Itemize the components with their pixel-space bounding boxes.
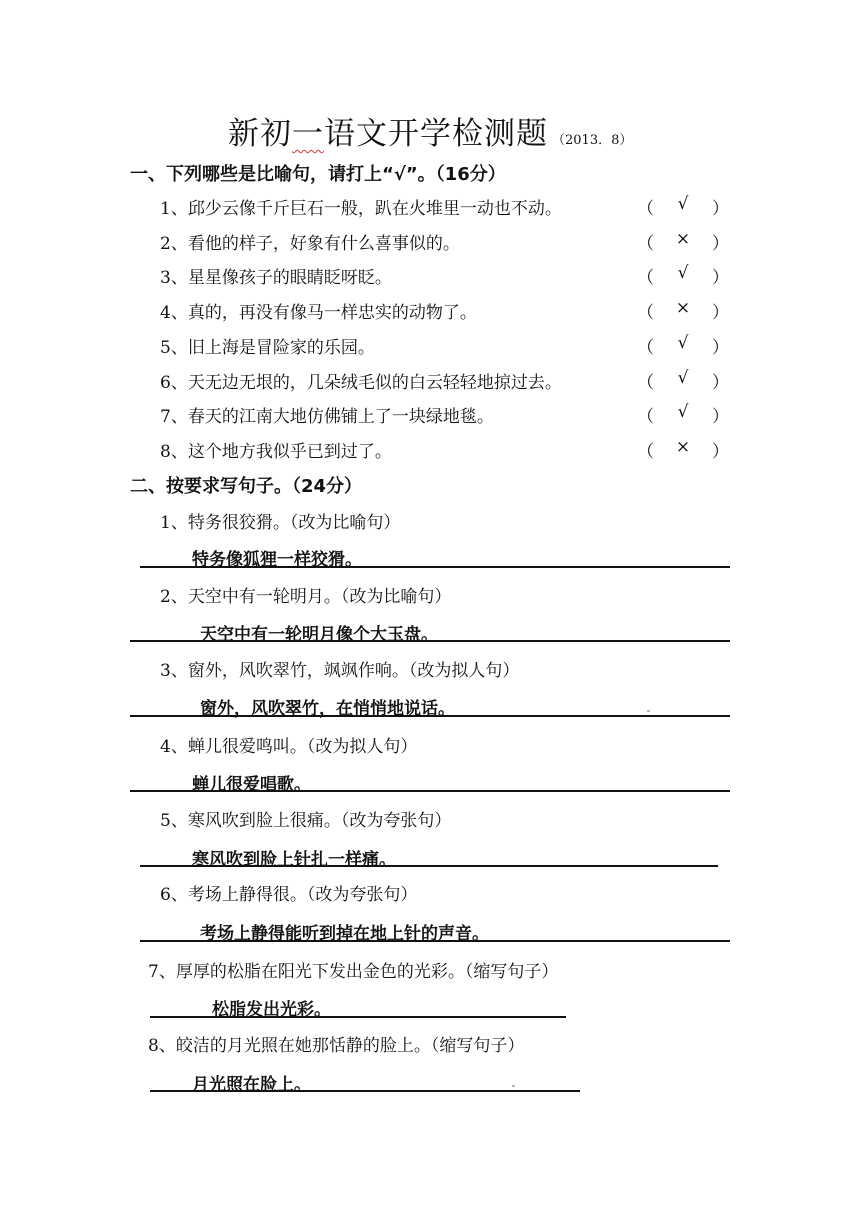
answer-underline — [130, 715, 730, 717]
q1-6-text: 6、天无边无垠的，几朵绒毛似的白云轻轻地掠过去。 — [160, 373, 562, 393]
page-title — [228, 108, 632, 153]
answer-mark: × — [675, 298, 691, 318]
q2-4-prompt: 4、蝉儿很爱鸣叫。（改为拟人句） — [160, 737, 418, 757]
answer-underline — [140, 566, 730, 568]
answer-underline — [130, 790, 730, 792]
q1-4-text: 4、真的，再没有像马一样忠实的动物了。 — [160, 303, 477, 323]
speck — [647, 710, 650, 712]
q2-2-prompt: 2、天空中有一轮明月。（改为比喻句） — [160, 587, 452, 607]
q2-7-answer: 松脂发出光彩。 — [212, 1000, 331, 1020]
answer-mark: √ — [677, 333, 689, 353]
q1-3-text: 3、星星像孩子的眼睛眨呀眨。 — [160, 268, 392, 288]
answer-underline — [150, 1016, 566, 1018]
answer-mark: √ — [677, 263, 689, 283]
answer-mark: √ — [677, 194, 689, 214]
answer-bracket: （ √ ） — [637, 402, 729, 427]
q1-7-text: 7、春天的江南大地仿佛铺上了一块绿地毯。 — [160, 407, 494, 427]
q2-8-answer: 月光照在脸上。 — [192, 1075, 311, 1095]
q2-5-prompt: 5、寒风吹到脸上很痛。（改为夸张句） — [160, 811, 452, 831]
q2-1-prompt: 1、特务很狡猾。（改为比喻句） — [160, 513, 401, 533]
answer-underline — [140, 940, 730, 942]
section2-heading: 二、按要求写句子。（24分） — [130, 476, 363, 497]
q2-6-prompt: 6、考场上静得很。（改为夸张句） — [160, 885, 418, 905]
q1-5-text: 5、旧上海是冒险家的乐园。 — [160, 338, 375, 358]
answer-bracket: （ √ ） — [637, 368, 729, 393]
title-date: （2013．8） — [552, 133, 633, 148]
title-post: 语文开学检测题 — [324, 116, 548, 152]
answer-underline — [130, 640, 730, 642]
answer-bracket: （ × ） — [637, 437, 729, 462]
q1-8-text: 8、这个地方我似乎已到过了。 — [160, 442, 392, 462]
q2-8-prompt: 8、皎洁的月光照在她那恬静的脸上。（缩写句子） — [148, 1036, 525, 1056]
q2-4-answer: 蝉儿很爱唱歌。 — [192, 775, 311, 795]
answer-bracket: （ √ ） — [637, 194, 729, 219]
answer-mark: × — [675, 437, 691, 457]
q2-2-answer: 天空中有一轮明月像个大玉盘。 — [200, 625, 438, 645]
q2-3-prompt: 3、窗外，风吹翠竹，飒飒作响。（改为拟人句） — [160, 661, 520, 681]
answer-mark: √ — [677, 368, 689, 388]
answer-bracket: （ √ ） — [637, 263, 729, 288]
answer-mark: √ — [677, 402, 689, 422]
q2-6-answer: 考场上静得能听到掉在地上针的声音。 — [200, 924, 489, 944]
q2-5-answer: 寒风吹到脸上针扎一样痛。 — [192, 850, 396, 870]
title-pre: 新初 — [228, 116, 292, 152]
q2-7-prompt: 7、厚厚的松脂在阳光下发出金色的光彩。（缩写句子） — [148, 962, 559, 982]
q2-3-answer: 窗外，风吹翠竹，在悄悄地说话。 — [200, 699, 455, 719]
speck — [512, 1085, 515, 1087]
q1-1-text: 1、邱少云像千斤巨石一般，趴在火堆里一动也不动。 — [160, 199, 562, 219]
answer-bracket: （ × ） — [637, 229, 729, 254]
title-wavy-char: 一 — [292, 116, 324, 152]
q2-1-answer: 特务像狐狸一样狡猾。 — [192, 550, 362, 570]
answer-bracket: （ × ） — [637, 298, 729, 323]
answer-underline — [150, 1090, 580, 1092]
answer-bracket: （ √ ） — [637, 333, 729, 358]
answer-mark: × — [675, 229, 691, 249]
answer-underline — [140, 865, 718, 867]
q1-2-text: 2、看他的样子，好象有什么喜事似的。 — [160, 234, 460, 254]
section1-heading: 一、下列哪些是比喻句，请打上“√”。（16分） — [130, 164, 506, 185]
